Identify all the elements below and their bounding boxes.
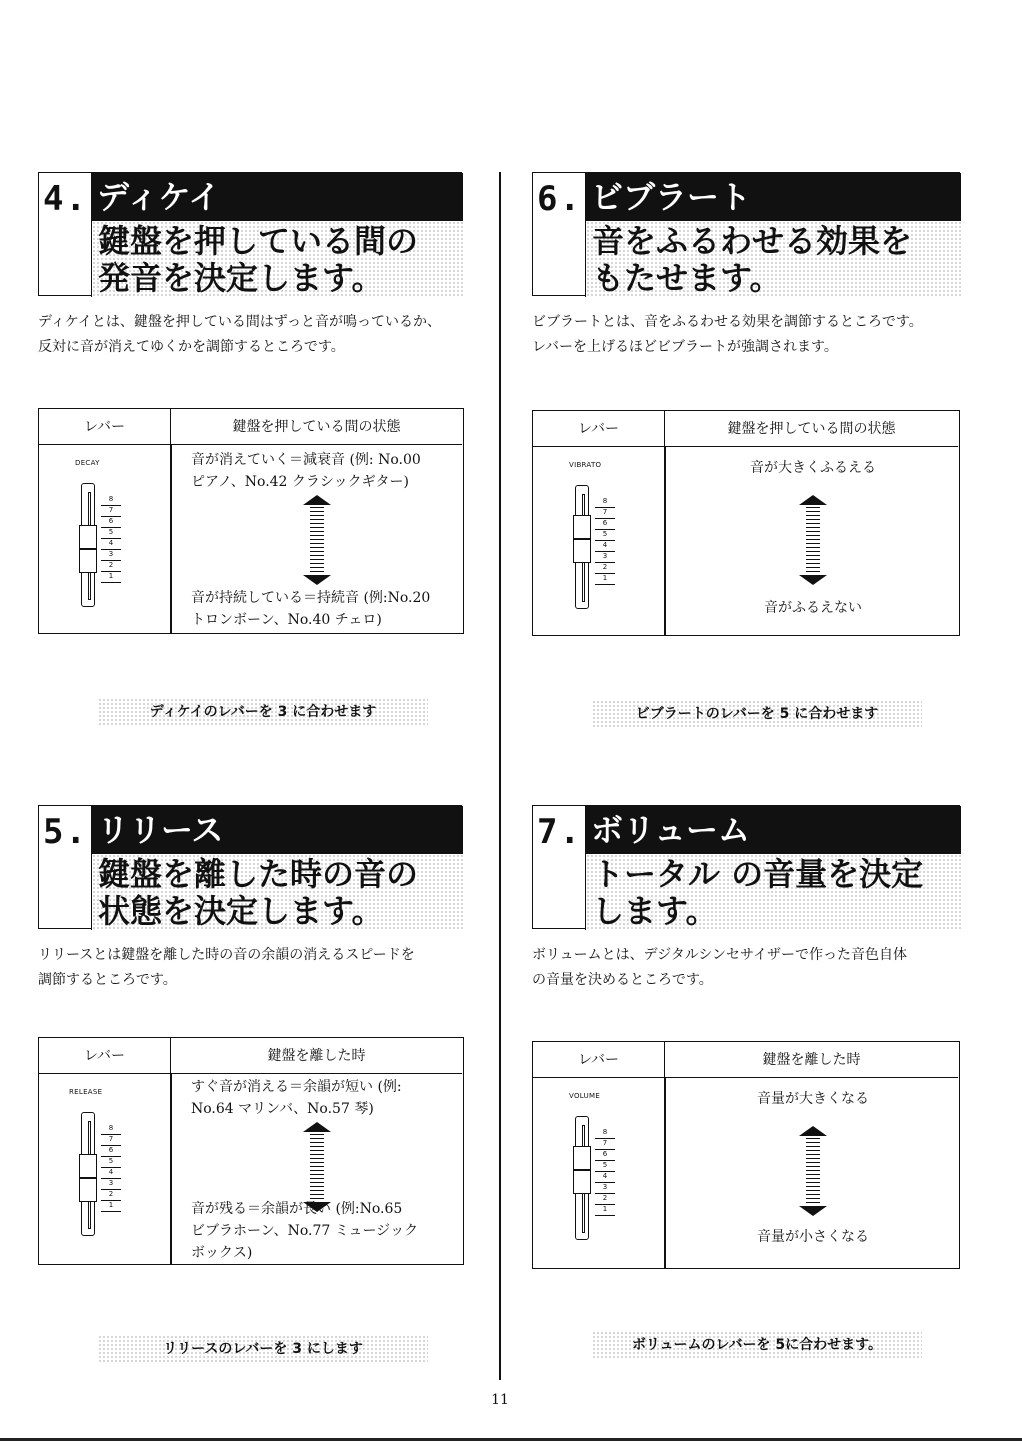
lever-knob bbox=[79, 1154, 97, 1202]
table-header-lever: レバー bbox=[39, 1038, 171, 1074]
scale-mark: 3 bbox=[101, 1179, 121, 1190]
section-heading: トータル の音量を決定 します。 bbox=[585, 854, 961, 930]
column-divider bbox=[499, 172, 501, 1380]
page-number: 11 bbox=[491, 1392, 509, 1408]
scale-mark: 6 bbox=[595, 519, 615, 530]
table-column-divider bbox=[170, 1074, 172, 1264]
lever-table bbox=[532, 1041, 960, 1269]
lever-table bbox=[38, 408, 464, 634]
instruction-text: リリースのレバーを 3 にします bbox=[98, 1335, 428, 1363]
instruction-text: ボリュームのレバーを 5に合わせます。 bbox=[592, 1331, 922, 1359]
section-heading: 鍵盤を離した時の音の 状態を決定します。 bbox=[91, 854, 463, 930]
table-header-state: 鍵盤を離した時 bbox=[665, 1042, 958, 1078]
section-header bbox=[532, 805, 960, 929]
scale-mark: 5 bbox=[101, 1157, 121, 1168]
scale-mark: 4 bbox=[101, 1168, 121, 1179]
lever-scale bbox=[101, 1124, 121, 1212]
lever-knob bbox=[79, 525, 97, 573]
up-down-arrow-icon bbox=[799, 1126, 827, 1216]
table-header-lever: レバー bbox=[39, 409, 171, 445]
section-number: 6. bbox=[537, 179, 582, 219]
scale-mark: 1 bbox=[101, 1201, 121, 1212]
table-header-state: 鍵盤を押している間の状態 bbox=[665, 411, 958, 447]
state-bottom-text: 音量が小さくなる bbox=[757, 1229, 869, 1245]
section-title: ビブラート bbox=[585, 173, 961, 221]
lever-table bbox=[532, 410, 960, 636]
lever-scale bbox=[595, 497, 615, 585]
scale-mark: 1 bbox=[101, 572, 121, 583]
scale-mark: 8 bbox=[595, 497, 615, 508]
instruction-text: ディケイのレバーを 3 に合わせます bbox=[98, 698, 428, 726]
section-description: ボリュームとは、デジタルシンセサイザーで作った音色自体 の音量を決めるところです。 bbox=[532, 947, 908, 988]
scale-mark: 4 bbox=[595, 541, 615, 552]
scale-mark: 1 bbox=[595, 574, 615, 585]
scale-mark: 5 bbox=[101, 528, 121, 539]
state-top-text: 音が大きくふるえる bbox=[750, 460, 876, 476]
lever-label: VIBRATO bbox=[569, 461, 602, 469]
lever-knob bbox=[573, 515, 591, 563]
scale-mark: 8 bbox=[595, 1128, 615, 1139]
lever-scale bbox=[595, 1128, 615, 1216]
lever-label: RELEASE bbox=[69, 1088, 103, 1096]
scale-mark: 6 bbox=[101, 1146, 121, 1157]
section-number: 5. bbox=[43, 812, 88, 852]
table-header-state: 鍵盤を押している間の状態 bbox=[171, 409, 462, 445]
table-header-lever: レバー bbox=[533, 1042, 665, 1078]
scale-mark: 8 bbox=[101, 1124, 121, 1135]
scale-mark: 6 bbox=[101, 517, 121, 528]
vibrato-lever-diagram bbox=[573, 485, 635, 615]
section-description: ビブラートとは、音をふるわせる効果を調節するところです。 レバーを上げるほどビブラートが強調されます。 bbox=[532, 314, 923, 355]
scale-mark: 6 bbox=[595, 1150, 615, 1161]
section-number: 4. bbox=[43, 179, 88, 219]
section-title: リリース bbox=[91, 806, 463, 854]
table-header-lever: レバー bbox=[533, 411, 665, 447]
scale-mark: 3 bbox=[595, 552, 615, 563]
scale-mark: 2 bbox=[101, 561, 121, 572]
up-down-arrow-icon bbox=[799, 495, 827, 585]
scale-mark: 2 bbox=[595, 563, 615, 574]
release-lever-diagram bbox=[79, 1112, 141, 1242]
table-header-state: 鍵盤を離した時 bbox=[171, 1038, 462, 1074]
section-header bbox=[532, 172, 960, 296]
bottom-rule bbox=[0, 1438, 1022, 1441]
state-bottom-text: 音が持続している＝持続音 (例:No.20 トロンボーン、No.40 チェロ) bbox=[191, 590, 431, 628]
scale-mark: 4 bbox=[101, 539, 121, 550]
lever-scale bbox=[101, 495, 121, 583]
section-release bbox=[38, 805, 468, 1365]
scale-mark: 8 bbox=[101, 495, 121, 506]
state-bottom-text: 音がふるえない bbox=[764, 600, 862, 616]
scale-mark: 7 bbox=[595, 1139, 615, 1150]
section-decay bbox=[38, 172, 468, 732]
decay-lever-diagram bbox=[79, 483, 141, 613]
lever-table bbox=[38, 1037, 464, 1265]
scale-mark: 7 bbox=[595, 508, 615, 519]
scale-mark: 4 bbox=[595, 1172, 615, 1183]
lever-label: VOLUME bbox=[569, 1092, 601, 1100]
scale-mark: 2 bbox=[101, 1190, 121, 1201]
section-number: 7. bbox=[537, 812, 582, 852]
section-header bbox=[38, 172, 462, 296]
lever-knob bbox=[573, 1146, 591, 1194]
scale-mark: 3 bbox=[101, 550, 121, 561]
state-top-text: 音量が大きくなる bbox=[757, 1091, 869, 1107]
lever-label: DECAY bbox=[75, 459, 100, 467]
table-column-divider bbox=[664, 1078, 666, 1268]
table-column-divider bbox=[664, 447, 666, 635]
section-volume bbox=[532, 805, 962, 1365]
section-header bbox=[38, 805, 462, 929]
scale-mark: 1 bbox=[595, 1205, 615, 1216]
scale-mark: 3 bbox=[595, 1183, 615, 1194]
section-title: ディケイ bbox=[91, 173, 463, 221]
scale-mark: 7 bbox=[101, 1135, 121, 1146]
state-top-text: すぐ音が消える＝余韻が短い (例: No.64 マリンバ、No.57 琴) bbox=[191, 1079, 402, 1117]
volume-lever-diagram bbox=[573, 1116, 635, 1246]
section-heading: 音をふるわせる効果を もたせます。 bbox=[585, 221, 961, 297]
section-title: ボリューム bbox=[585, 806, 961, 854]
section-description: リリースとは鍵盤を離した時の音の余韻の消えるスピードを 調節するところです。 bbox=[38, 947, 415, 988]
section-description: ディケイとは、鍵盤を押している間はずっと音が鳴っているか、 反対に音が消えてゆくかを調節するところです。 bbox=[38, 314, 442, 355]
state-bottom-text: 音が残る＝余韻が長い (例:No.65 ビブラホーン、No.77 ミュージック ボックス) bbox=[191, 1201, 419, 1261]
state-top-text: 音が消えていく＝減衰音 (例: No.00 ピアノ、No.42 クラシックギター) bbox=[191, 452, 421, 490]
scale-mark: 5 bbox=[595, 530, 615, 541]
section-vibrato bbox=[532, 172, 962, 732]
instruction-text: ビブラートのレバーを 5 に合わせます bbox=[592, 700, 922, 728]
up-down-arrow-icon bbox=[303, 495, 331, 585]
section-heading: 鍵盤を押している間の 発音を決定します。 bbox=[91, 221, 463, 297]
scale-mark: 5 bbox=[595, 1161, 615, 1172]
scale-mark: 7 bbox=[101, 506, 121, 517]
table-column-divider bbox=[170, 445, 172, 633]
scale-mark: 2 bbox=[595, 1194, 615, 1205]
